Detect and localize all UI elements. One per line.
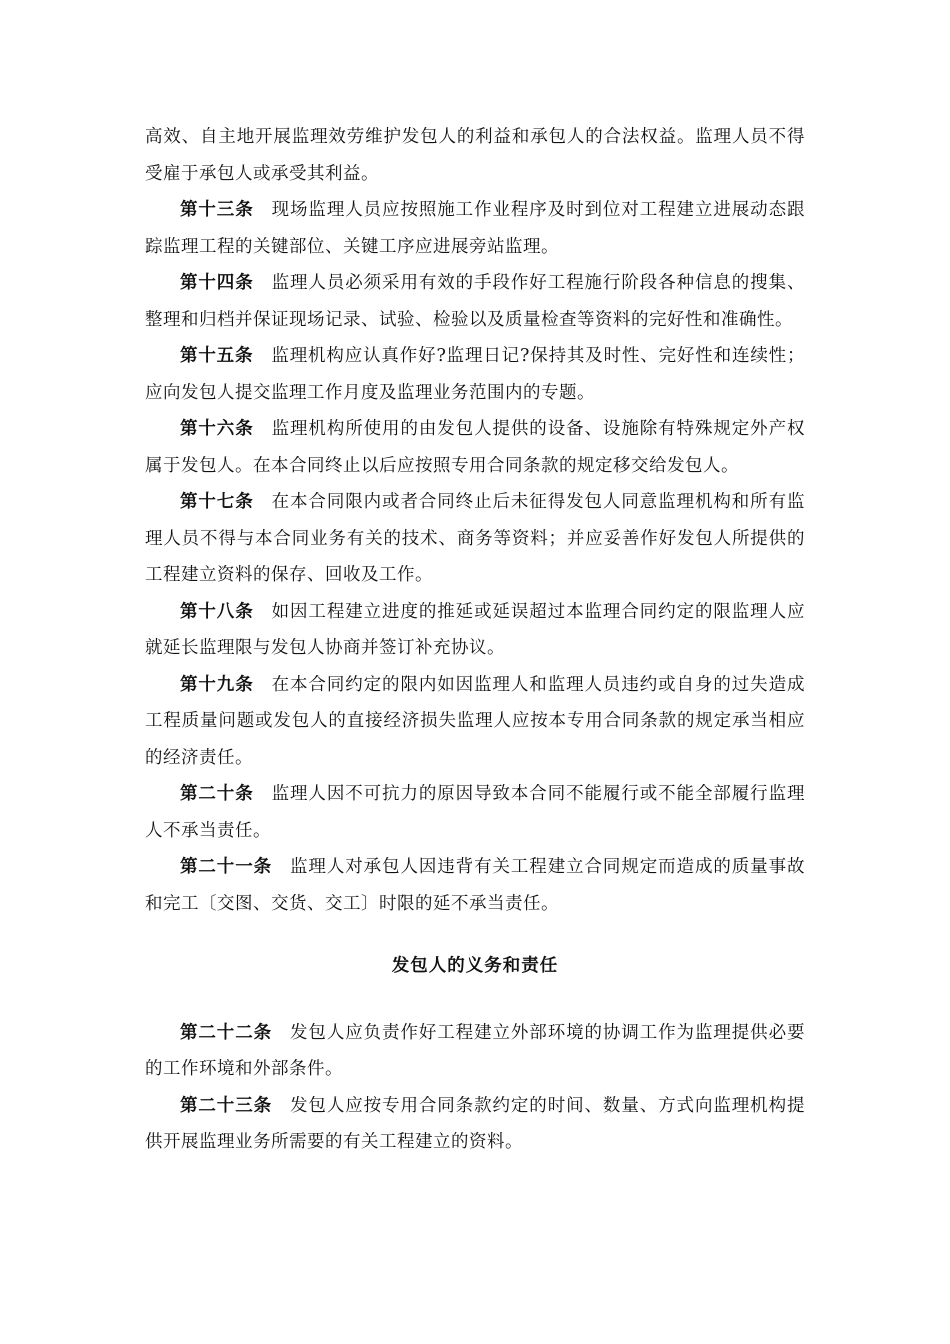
article-number: 第二十条	[180, 784, 254, 804]
article-number: 第十九条	[180, 674, 254, 695]
article-15	[145, 338, 805, 411]
article-number: 第十七条	[180, 492, 254, 512]
article-number: 第二十三条	[180, 1095, 273, 1116]
article-22	[145, 1015, 805, 1088]
paragraph-text: 发包人应负责作好工程建立外部环境的协调工作为监理提供必要的工作环境和外部条件。	[145, 1022, 805, 1079]
article-17	[145, 484, 805, 594]
paragraph-text: 监理人因不可抗力的原因导致本合同不能履行或不能全部履行监理人不承当责任。	[145, 784, 805, 841]
paragraph-text: 监理人对承包人因违背有关工程建立合同规定而造成的质量事故和完工〔交图、交货、交工〕时限的延不承当责任。	[145, 857, 805, 914]
paragraph-text: 在本合同限内或者合同终止后未征得发包人同意监理机构和所有监理人员不得与本合同业务有关的技术、商务等资料；并应妥善作好发包人所提供的工程建立资料的保存、回收及工作。	[145, 492, 805, 585]
article-16	[145, 411, 805, 484]
article-number: 第二十一条	[180, 857, 273, 877]
article-13	[145, 192, 805, 265]
paragraph-text: 现场监理人员应按照施工作业程序及时到位对工程建立进展动态跟踪监理工程的关键部位、关键工序应进展旁站监理。	[145, 200, 805, 257]
article-19	[145, 667, 805, 777]
article-number: 第十五条	[180, 346, 254, 366]
paragraph-text: 如因工程建立进度的推延或延误超过本监理合同约定的限监理人应就延长监理限与发包人协商并签订补充协议。	[145, 601, 805, 658]
article-21	[145, 849, 805, 922]
article-18	[145, 594, 805, 667]
article-number: 第十六条	[180, 419, 254, 439]
document-page	[145, 119, 805, 1161]
article-20	[145, 776, 805, 849]
paragraph-text: 监理机构所使用的由发包人提供的设备、设施除有特殊规定外产权属于发包人。在本合同终止以后应按照专用合同条款的规定移交给发包人。	[145, 419, 805, 476]
article-number: 第十八条	[180, 601, 254, 622]
section-heading: 发包人的义务和责任	[391, 956, 559, 976]
article-number: 第二十二条	[180, 1022, 273, 1043]
paragraph-text: 在本合同约定的限内如因监理人和监理人员违约或自身的过失造成工程质量问题或发包人的直接经济损失监理人应按本专用合同条款的规定承当相应的经济责任。	[145, 674, 805, 768]
article-number: 第十三条	[180, 200, 254, 220]
paragraph-text: 高效、自主地开展监理效劳维护发包人的利益和承包人的合法权益。监理人员不得受雇于承包人或承受其利益。	[145, 127, 805, 184]
paragraph-text: 监理机构应认真作好?监理日记?保持其及时性、完好性和连续性；应向发包人提交监理工作月度及监理业务范围内的专题。	[145, 346, 806, 403]
paragraph-text: 监理人员必须采用有效的手段作好工程施行阶段各种信息的搜集、整理和归档并保证现场记录、试验、检验以及质量检查等资料的完好性和准确性。	[145, 273, 805, 330]
article-23	[145, 1088, 805, 1161]
article-14	[145, 265, 805, 338]
paragraph-text: 发包人应按专用合同条款约定的时间、数量、方式向监理机构提供开展监理业务所需要的有关工程建立的资料。	[145, 1095, 805, 1152]
article-number: 第十四条	[180, 273, 254, 293]
paragraph-continuation	[145, 119, 805, 192]
